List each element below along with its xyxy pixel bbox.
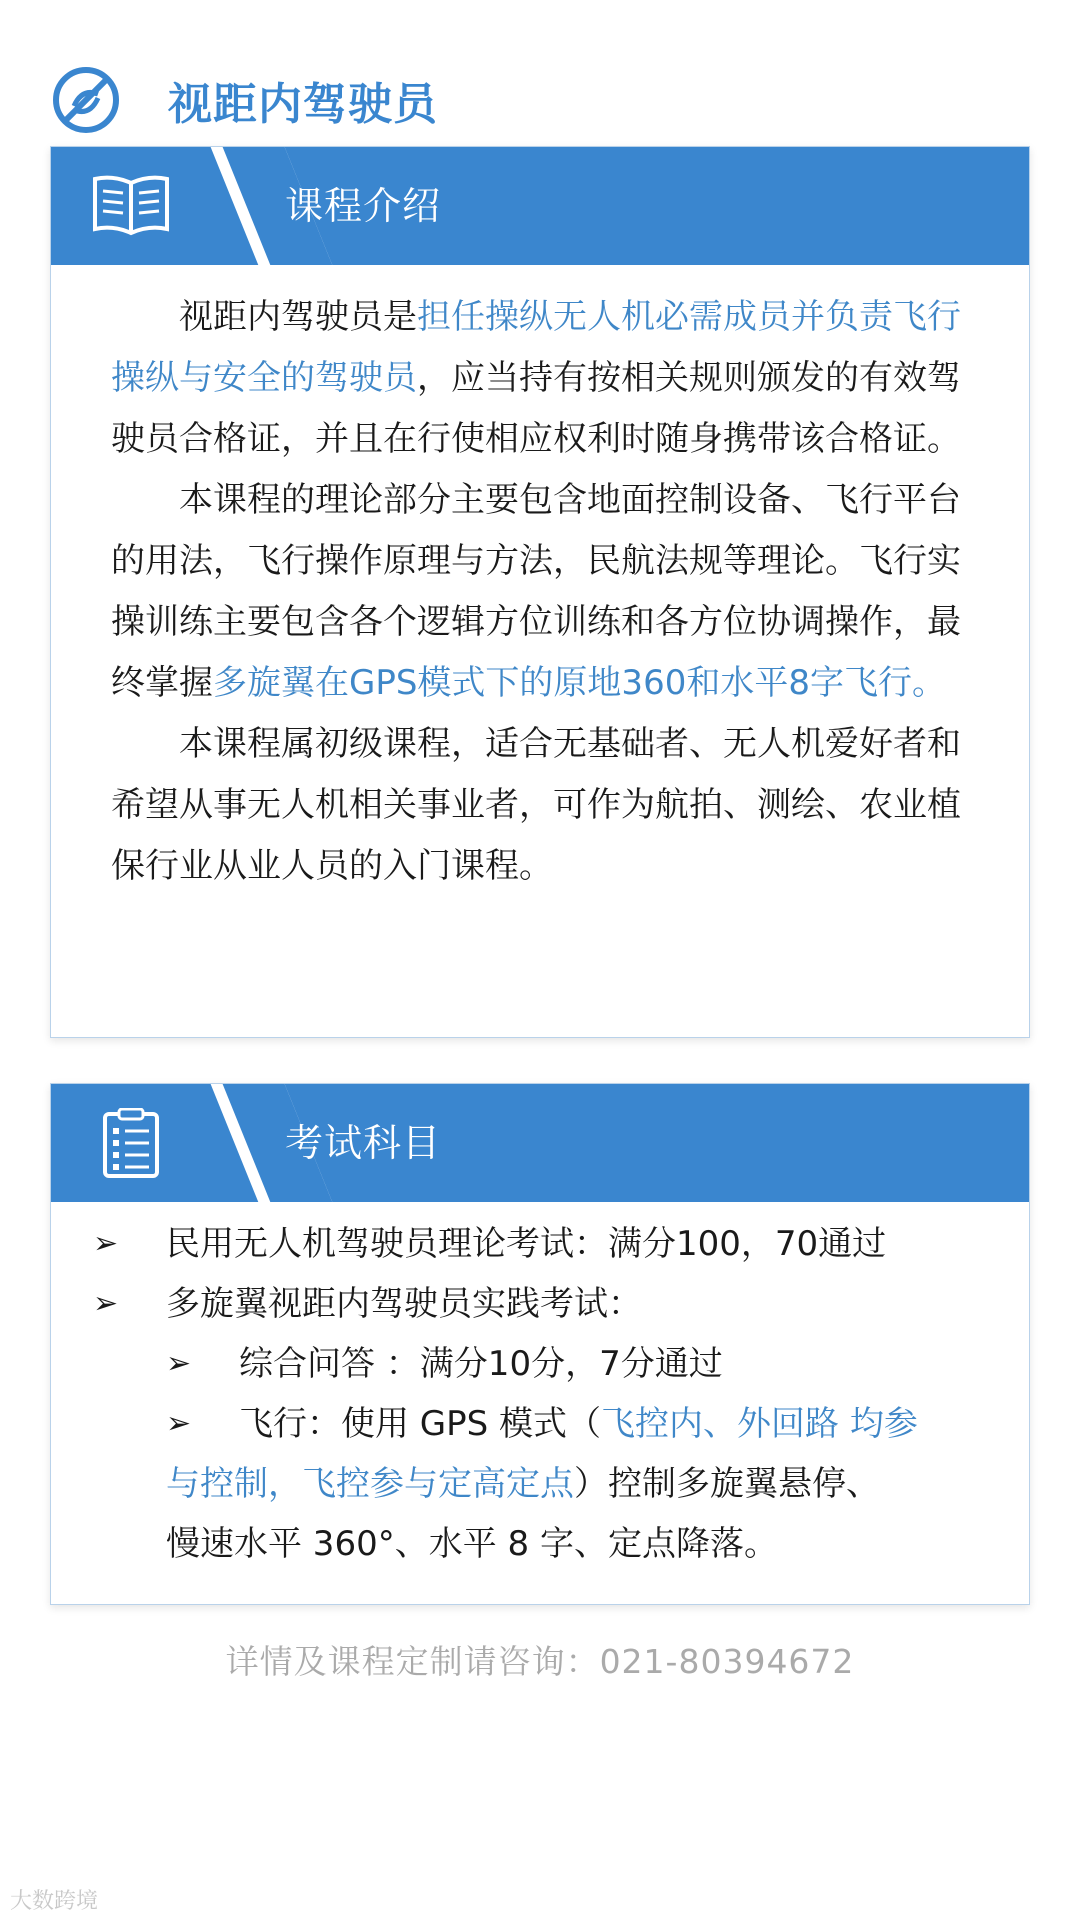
exam-subjects-card: [50, 1083, 1030, 1605]
exam-subjects-header: [51, 1084, 1029, 1202]
watermark: 大数跨境: [10, 1889, 99, 1914]
intro-paragraph-2: 本课程的理论部分主要包含地面控制设备、飞行平台的用法，飞行操作原理与方法，民航法规等理论。飞行实操训练主要包含各个逻辑方位训练和各方位协调操作，最终掌握多旋翼在GPS模式下的原地360和水平8字飞行。: [111, 480, 961, 703]
highlight-text: 与控制，飞控参与定高定点: [166, 1464, 574, 1504]
exam-item-theory: 民用无人机驾驶员理论考试：满分100，70通过: [166, 1224, 887, 1264]
course-intro-card: [50, 146, 1030, 1038]
exam-sub-flight-line-1: 飞行：使用 GPS 模式（飞控内、外回路 均参: [239, 1404, 918, 1444]
open-book-icon: [91, 171, 171, 241]
page-title: 视距内驾驶员: [168, 79, 438, 130]
exam-sub-flight-line-3: 慢速水平 360°、水平 8 字、定点降落。: [166, 1524, 778, 1564]
intro-paragraph-1: 视距内驾驶员是担任操纵无人机必需成员并负责飞行操纵与安全的驾驶员，应当持有按相关规则颁发的有效驾驶员合格证，并且在行使相应权利时随身携带该合格证。: [111, 297, 961, 459]
bullet-icon: ➢: [93, 1286, 119, 1321]
bullet-icon: ➢: [166, 1346, 192, 1381]
course-intro-title: 课程介绍: [285, 184, 442, 228]
course-intro-body: [51, 265, 1029, 897]
exam-sub-qa: 综合问答 ：满分10分，7分通过: [239, 1344, 723, 1384]
clipboard-list-icon: [91, 1108, 171, 1178]
exam-subjects-title: 考试科目: [285, 1121, 442, 1165]
intro-paragraph-3: 本课程属初级课程，适合无基础者、无人机爱好者和希望从事无人机相关事业者，可作为航拍、测绘、农业植保行业从业人员的入门课程。: [111, 724, 961, 886]
no-drone-circle-icon: [52, 66, 120, 134]
highlight-text: 飞控内、外回路 均参: [601, 1404, 918, 1444]
course-intro-header: [51, 147, 1029, 265]
bullet-icon: ➢: [93, 1226, 119, 1261]
exam-sub-flight-line-2: 与控制，飞控参与定高定点）控制多旋翼悬停、: [166, 1464, 880, 1504]
contact-info: 详情及课程定制请咨询：021-80394672: [225, 1642, 855, 1681]
exam-item-practice: 多旋翼视距内驾驶员实践考试：: [166, 1284, 642, 1324]
highlight-text: 多旋翼在GPS模式下的原地360和水平8字飞行。: [213, 663, 946, 703]
bullet-icon: ➢: [166, 1406, 192, 1441]
highlight-text: 担任操纵无人机必需成员并负责飞行操纵与安全的驾驶员: [111, 297, 961, 398]
page-header: [52, 62, 438, 138]
